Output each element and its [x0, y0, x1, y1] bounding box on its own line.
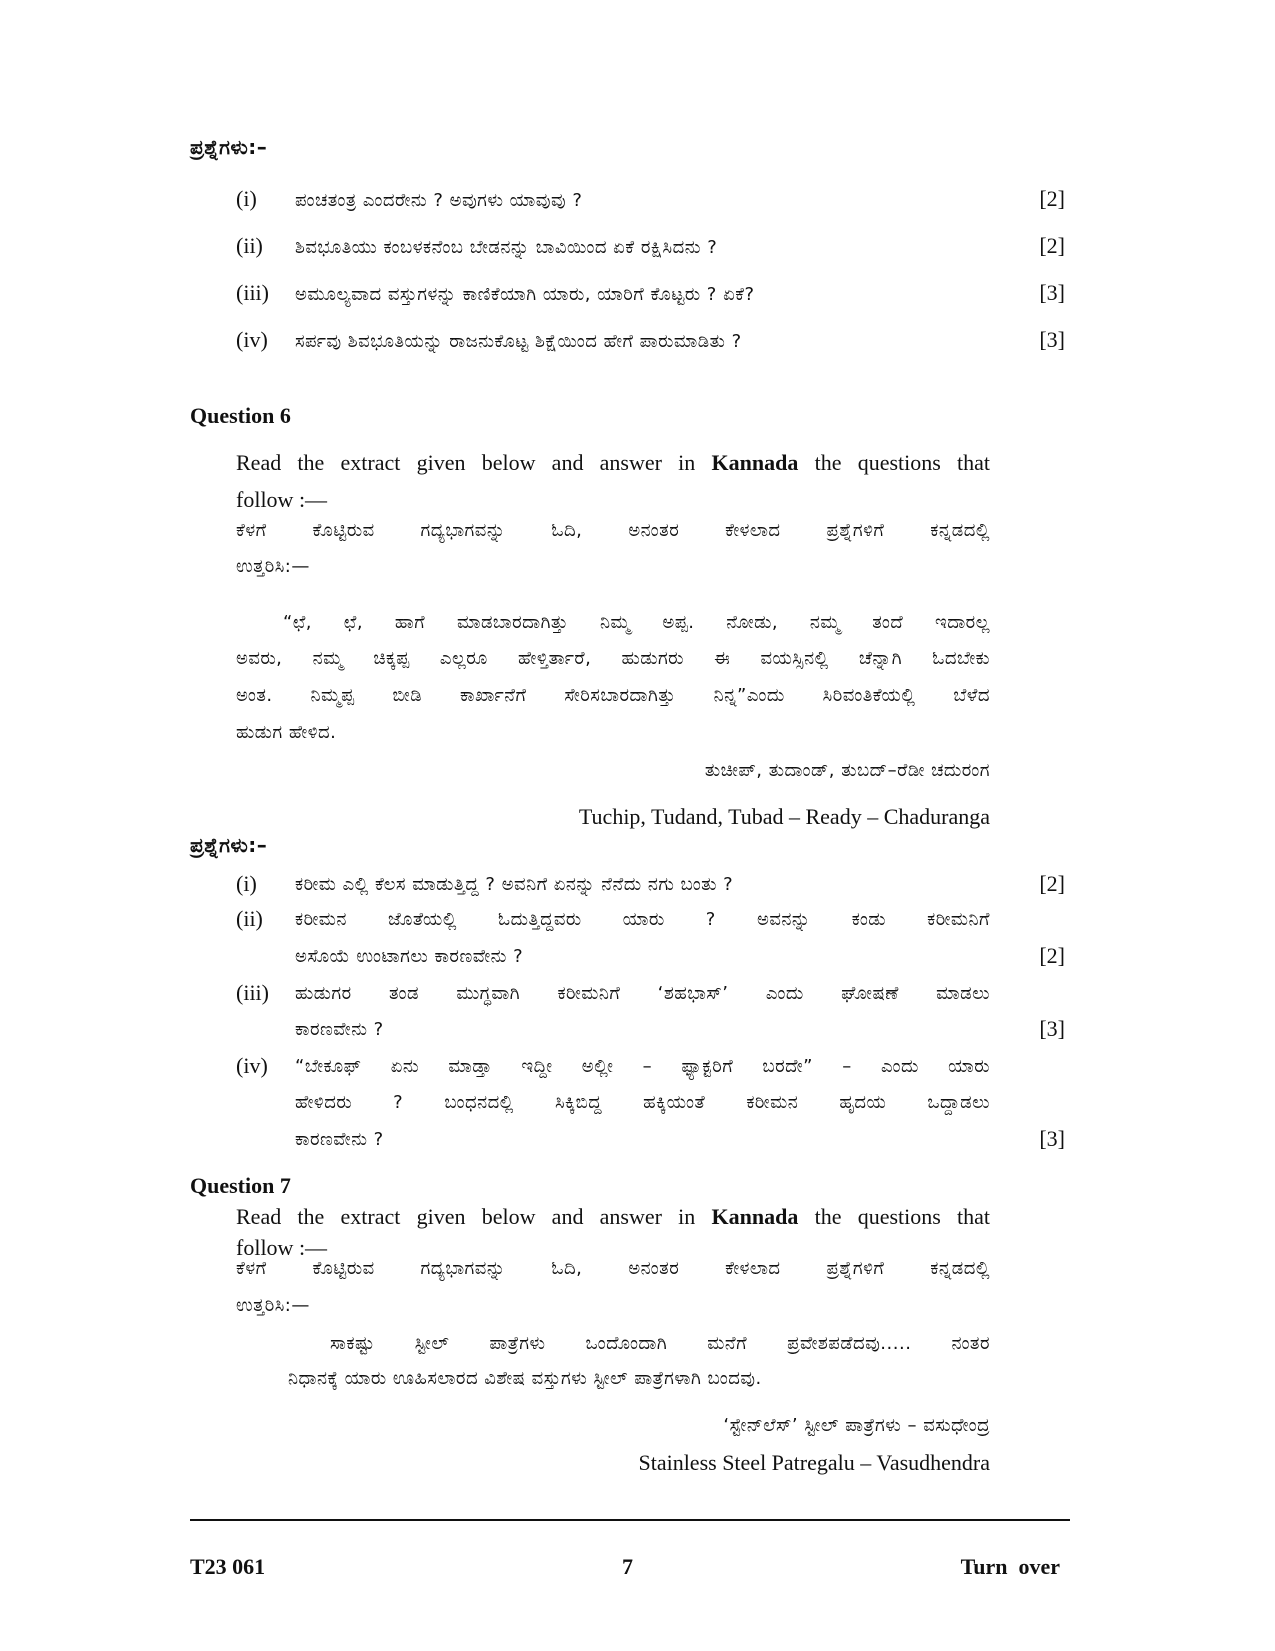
- question-text-cont: ಹೇಳಿದರು ? ಬಂಧನದಲ್ಲಿ ಸಿಕ್ಕಿಬಿದ್ದ ಹಕ್ಕಿಯಂತೆ ಕರೀಮನ ಹೃದಯ ಒದ್ದಾಡಲು: [295, 1092, 990, 1113]
- instruction-text: the questions that: [814, 1204, 991, 1229]
- question-7-title: Question 7: [190, 1173, 291, 1198]
- extract-line: ಅವರು, ನಮ್ಮ ಚಿಕ್ಕಪ್ಪ ಎಲ್ಲರೂ ಹೇಳ್ತಿರ್ತಾರೆ, ಹುಡುಗರು ಈ ವಯಸ್ಸಿನಲ್ಲಿ ಚೆನ್ನಾಗಿ ಓದಬೇಕು: [236, 648, 990, 669]
- instruction-language: Kannada: [711, 450, 799, 475]
- q6-instruction-en: [236, 450, 990, 476]
- extract-line: ಹುಡುಗ ಹೇಳಿದ.: [236, 722, 337, 743]
- question-number: (iii): [236, 980, 269, 1005]
- question-number: (iv): [236, 327, 268, 352]
- question-6-title: Question 6: [190, 403, 291, 428]
- question-marks: [3]: [1039, 1126, 1065, 1151]
- extract-line: ನಿಧಾನಕ್ಕೆ ಯಾರು ಊಹಿಸಲಾರದ ವಿಶೇಷ ವಸ್ತುಗಳು ಸ್ಟೀಲ್ ಪಾತ್ರೆಗಳಾಗಿ ಬಂದವು.: [288, 1368, 762, 1389]
- question-text-cont: ಕಾರಣವೇನು ?: [295, 1019, 384, 1040]
- q7-source-english: Stainless Steel Patregalu – Vasudhendra: [638, 1450, 990, 1475]
- q5-questions-heading: ಪ್ರಶ್ನೆಗಳು:–: [190, 135, 268, 159]
- extract-line: “ಛೆ, ಛೆ, ಹಾಗೆ ಮಾಡಬಾರದಾಗಿತ್ತು ನಿಮ್ಮ ಅಪ್ಪ. ನೋಡು, ನಮ್ಮ ತಂದೆ ಇದಾರಲ್ಲ: [283, 612, 990, 633]
- q7-instruction-en: [236, 1204, 990, 1230]
- footer-divider: [190, 1519, 1070, 1521]
- instruction-language: Kannada: [711, 1204, 799, 1229]
- question-text-cont: ಅಸೊಯೆ ಉಂಟಾಗಲು ಕಾರಣವೇನು ?: [295, 946, 524, 967]
- instruction-text: Read the extract given below and answer in: [236, 450, 696, 475]
- question-text: ಹುಡುಗರ ತಂಡ ಮುಗ್ಧವಾಗಿ ಕರೀಮನಿಗೆ ‘ಶಹಭಾಸ್’ ಎಂದು ಘೋಷಣೆ ಮಾಡಲು: [295, 983, 990, 1004]
- question-text: ಕರೀಮನ ಜೊತೆಯಲ್ಲಿ ಓದುತ್ತಿದ್ದವರು ಯಾರು ? ಅವನನ್ನು ಕಂಡು ಕರೀಮನಿಗೆ: [295, 909, 990, 930]
- question-number: (ii): [236, 906, 263, 931]
- extract-line: ಸಾಕಷ್ಟು ಸ್ಟೀಲ್ ಪಾತ್ರೆಗಳು ಒಂದೊಂದಾಗಿ ಮನೆಗೆ ಪ್ರವೇಶಪಡೆದವು..... ನಂತರ: [330, 1333, 990, 1354]
- q7-instruction-en-cont: follow :—: [236, 1235, 328, 1260]
- paper-code: T23 061: [190, 1554, 266, 1579]
- extract-line: ಅಂತ. ನಿಮ್ಮಪ್ಪ ಬೀಡಿ ಕಾರ್ಖಾನೆಗೆ ಸೇರಿಸಬಾರದಾಗಿತ್ತು ನಿನ್ನ”ಎಂದು ಸಿರಿವಂತಿಕೆಯಲ್ಲಿ ಬೆಳೆದ: [236, 685, 990, 706]
- q6-source-kannada: ತುಚೀಪ್, ತುದಾಂಡ್, ತುಬದ್–ರೆಡೀ ಚದುರಂಗ: [704, 760, 990, 781]
- q6-instruction-kn: ಕೆಳಗೆ ಕೊಟ್ಟಿರುವ ಗದ್ಯಭಾಗವನ್ನು ಓದಿ, ಅನಂತರ ಕೇಳಲಾದ ಪ್ರಶ್ನೆಗಳಿಗೆ ಕನ್ನಡದಲ್ಲಿ: [236, 520, 990, 541]
- q6-source-english: Tuchip, Tudand, Tubad – Ready – Chaduranga: [578, 804, 990, 829]
- question-number: (ii): [236, 233, 263, 258]
- question-marks: [2]: [1039, 233, 1065, 258]
- question-marks: [3]: [1039, 280, 1065, 305]
- instruction-text: Read the extract given below and answer in: [236, 1204, 696, 1229]
- question-marks: [3]: [1039, 1016, 1065, 1041]
- question-text: ಅಮೂಲ್ಯವಾದ ವಸ್ತುಗಳನ್ನು ಕಾಣಿಕೆಯಾಗಿ ಯಾರು, ಯಾರಿಗೆ ಕೊಟ್ಟರು ? ಏಕೆ?: [295, 284, 755, 305]
- question-number: (iii): [236, 280, 269, 305]
- page-number: 7: [622, 1554, 633, 1579]
- question-text: ಪಂಚತಂತ್ರ ಎಂದರೇನು ? ಅವುಗಳು ಯಾವುವು ?: [295, 190, 583, 211]
- question-number: (i): [236, 186, 257, 211]
- q6-instruction-en-cont: follow :—: [236, 487, 328, 512]
- question-marks: [2]: [1039, 186, 1065, 211]
- q7-source-kannada: ‘ಸ್ಟೇನ್‌ಲೆಸ್’ ಸ್ಟೀಲ್ ಪಾತ್ರೆಗಳು – ವಸುಧೇಂದ್ರ: [723, 1415, 990, 1436]
- question-text-cont: ಕಾರಣವೇನು ?: [295, 1129, 384, 1150]
- question-number: (iv): [236, 1053, 268, 1078]
- q7-instruction-kn-cont: ಉತ್ತರಿಸಿ:—: [236, 1295, 310, 1316]
- question-text: ಸರ್ಪವು ಶಿವಭೂತಿಯನ್ನು ರಾಜನುಕೊಟ್ಟ ಶಿಕ್ಷೆಯಿಂದ ಹೇಗೆ ಪಾರುಮಾಡಿತು ?: [295, 331, 742, 352]
- question-text: “ಬೇಕೂಫ್ ಏನು ಮಾಡ್ತಾ ಇದ್ದೀ ಅಲ್ಲೀ – ಫ್ಯಾಕ್ಟರಿಗೆ ಬರದೇ” – ಎಂದು ಯಾರು: [295, 1056, 990, 1077]
- instruction-text: the questions that: [814, 450, 991, 475]
- q7-instruction-kn: ಕೆಳಗೆ ಕೊಟ್ಟಿರುವ ಗದ್ಯಭಾಗವನ್ನು ಓದಿ, ಅನಂತರ ಕೇಳಲಾದ ಪ್ರಶ್ನೆಗಳಿಗೆ ಕನ್ನಡದಲ್ಲಿ: [236, 1258, 990, 1279]
- question-marks: [2]: [1039, 871, 1065, 896]
- question-text: ಶಿವಭೂತಿಯು ಕಂಬಳಕನೆಂಬ ಬೇಡನನ್ನು ಬಾವಿಯಿಂದ ಏಕೆ ರಕ್ಷಿಸಿದನು ?: [295, 237, 718, 258]
- q6-instruction-kn-cont: ಉತ್ತರಿಸಿ:—: [236, 556, 310, 577]
- turn-over-label: Turn over: [960, 1554, 1060, 1579]
- question-number: (i): [236, 871, 257, 896]
- question-marks: [3]: [1039, 327, 1065, 352]
- question-marks: [2]: [1039, 943, 1065, 968]
- question-text: ಕರೀಮ ಎಲ್ಲಿ ಕೆಲಸ ಮಾಡುತ್ತಿದ್ದ ? ಅವನಿಗೆ ಏನನ್ನು ನೆನೆದು ನಗು ಬಂತು ?: [295, 874, 734, 895]
- q6-questions-heading: ಪ್ರಶ್ನೆಗಳು:–: [190, 833, 268, 857]
